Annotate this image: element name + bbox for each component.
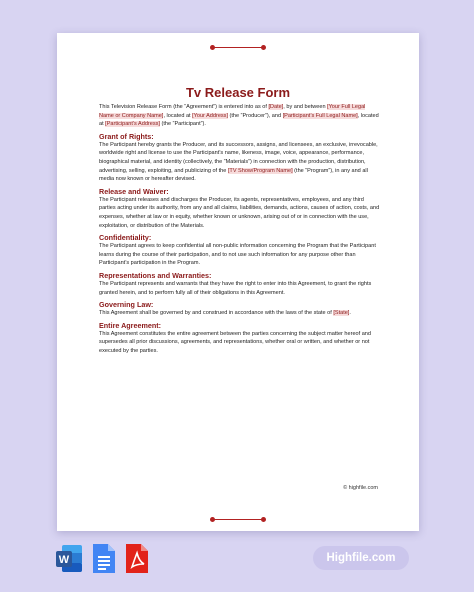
- show-placeholder: [TV Show/Program Name]: [227, 167, 293, 174]
- section-heading: Governing Law:: [99, 300, 154, 310]
- entire-agreement-section: [99, 321, 381, 356]
- grant-section: [99, 132, 381, 184]
- release-section: [99, 187, 381, 230]
- section-text: The Participant agrees to keep confidential all non-public information concerning the Program that the Participant learns during the course of their participation, and to not use such information for any purpose other than Participant’s participation in the Program.: [99, 243, 376, 267]
- copyright-text: © highfile.com: [343, 485, 378, 491]
- bottom-ornament: [212, 519, 264, 520]
- state-placeholder: [State]: [333, 310, 350, 317]
- section-text: The Participant releases and discharges the Producer, its agents, representatives, employees, and any third parties acting under its authority, from any and all claims, liabilities, demands, actions, causes of action, costs, and expenses, whether at law or in equity, whether known or unknown, arising out of or in connection with the use, exploitation, or distribution of the Materials.: [99, 196, 380, 229]
- highfile-brand-badge[interactable]: Highfile.com: [313, 546, 409, 570]
- section-heading: Confidentiality:: [99, 233, 152, 243]
- document-page: [57, 33, 419, 531]
- representations-section: [99, 271, 381, 297]
- section-text: This Agreement constitutes the entire agreement between the parties concerning the subject matter hereof and supersedes all prior discussions, agreements, and representations, whether oral or written, and whether or not executed by the parties.: [99, 330, 371, 354]
- google-docs-icon[interactable]: [90, 541, 118, 576]
- word-icon[interactable]: [55, 541, 83, 576]
- section-text: This Agreement shall be governed by and construed in accordance with the laws of the state of [State].: [99, 310, 351, 317]
- top-ornament: [212, 47, 264, 48]
- section-heading: Grant of Rights:: [99, 131, 154, 141]
- governing-law-section: [99, 300, 381, 318]
- participant-address-placeholder: [Participant’s Address]: [105, 121, 160, 128]
- confidentiality-section: [99, 233, 381, 268]
- section-heading: Representations and Warranties:: [99, 270, 212, 280]
- word-letter: W: [58, 554, 70, 566]
- document-title: Tv Release Form: [185, 85, 291, 100]
- section-text: The Participant hereby grants the Producer, and its successors, assigns, and licensees, an exclusive, irrevocable, worldwide right and license to use the Participant’s name, likeness, image, voice, appearance, performance, biographical material, and identity (collectively, the “Materials”) in connection with the production, distribution, advertising, selling, exploiting, and publicizing of the [TV Show/Program Name] (the “Program”), in any and all media now known or hereafter devised.: [99, 141, 378, 183]
- address-placeholder: [Your Address]: [192, 112, 228, 119]
- section-heading: Release and Waiver:: [99, 186, 169, 196]
- date-placeholder: [Date]: [268, 104, 284, 110]
- intro-paragraph: This Television Release Form (the “Agreement”) is entered into as of [Date], by and between [Your Full Legal Name or Company Name], located at [Your Address] (the “Producer”), and [Participant’s Full Legal Name], located at [Participant’s Address] (the “Participant”).: [99, 104, 379, 128]
- pdf-icon[interactable]: [123, 541, 151, 576]
- name-placeholder: [Your Full Legal Name or Company Name]: [99, 104, 366, 119]
- participant-name-placeholder: [Participant’s Full Legal Name]: [282, 112, 358, 119]
- section-heading: Entire Agreement:: [99, 320, 162, 330]
- document-body: [99, 103, 381, 355]
- section-text: The Participant represents and warrants that they have the right to enter into this Agreement, to grant the rights granted herein, and to perform fully all of their obligations in this Agreement.: [99, 280, 372, 296]
